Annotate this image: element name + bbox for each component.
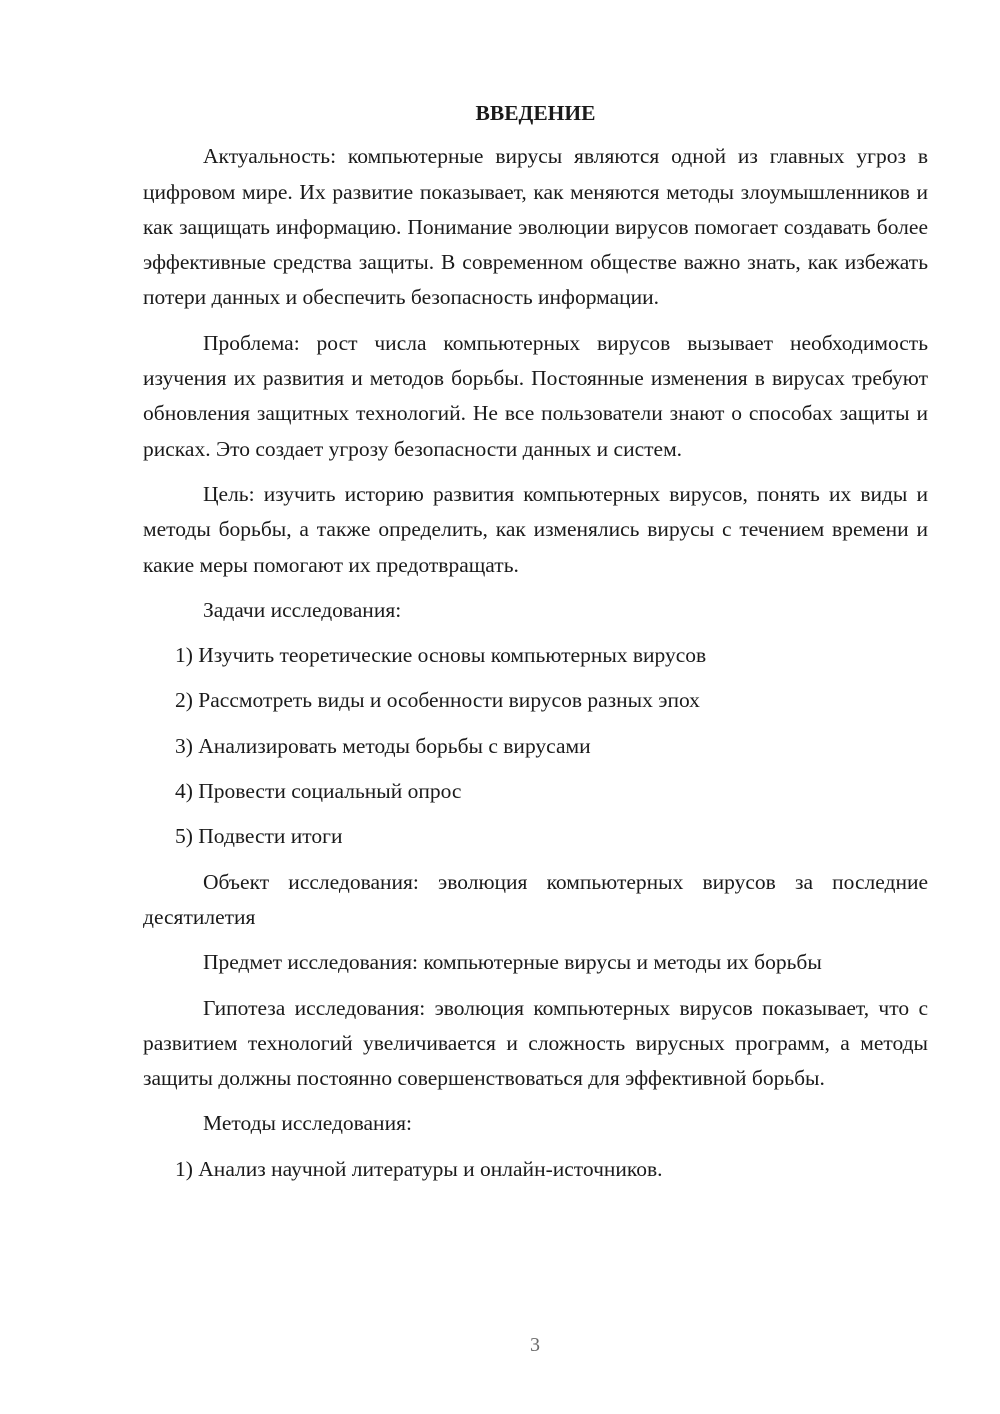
- page-body: [143, 96, 928, 1197]
- task-item: 3) Анализировать методы борьбы с вирусами: [175, 733, 591, 758]
- task-item: 5) Подвести итоги: [175, 824, 343, 849]
- page-number: 3: [530, 1334, 540, 1356]
- task-item: 1) Изучить теоретические основы компьютерных вирусов: [175, 643, 707, 668]
- method-item: 1) Анализ научной литературы и онлайн-источников.: [175, 1156, 663, 1181]
- methods-title: Методы исследования:: [203, 1111, 412, 1136]
- tasks-title: Задачи исследования:: [203, 597, 402, 622]
- relevance-paragraph: Актуальность: компьютерные вирусы являются одной из главных угроз в цифровом мире. Их развитие показывает, как меняются методы злоумышленников и как защищать информацию. Понимание эволюции вирусов помогает создавать более эффективные средства защиты. В современном обществе важно знать, как избежать потери данных и обеспечить безопасность информации.: [143, 144, 928, 310]
- task-item: 4) Провести социальный опрос: [175, 779, 462, 804]
- section-heading: ВВЕДЕНИЕ: [475, 101, 596, 125]
- task-item: 2) Рассмотреть виды и особенности вирусов разных эпох: [175, 688, 700, 713]
- problem-paragraph: Проблема: рост числа компьютерных вирусов вызывает необходимость изучения их развития и методов борьбы. Постоянные изменения в вирусах требуют обновления защитных технологий. Не все пользователи знают о способах защиты и рисках. Это создает угрозу безопасности данных и систем.: [143, 330, 928, 461]
- subject-paragraph: Предмет исследования: компьютерные вирусы и методы их борьбы: [203, 950, 822, 975]
- goal-paragraph: Цель: изучить историю развития компьютерных вирусов, понять их виды и методы борьбы, а также определить, как изменялись вирусы с течением времени и какие меры помогают их предотвращать.: [143, 481, 928, 577]
- hypothesis-paragraph: Гипотеза исследования: эволюция компьютерных вирусов показывает, что с развитием технологий увеличивается и сложность вирусных программ, а методы защиты должны постоянно совершенствоваться для эффективной борьбы.: [143, 995, 928, 1091]
- object-paragraph: Объект исследования: эволюция компьютерных вирусов за последние десятилетия: [143, 869, 928, 929]
